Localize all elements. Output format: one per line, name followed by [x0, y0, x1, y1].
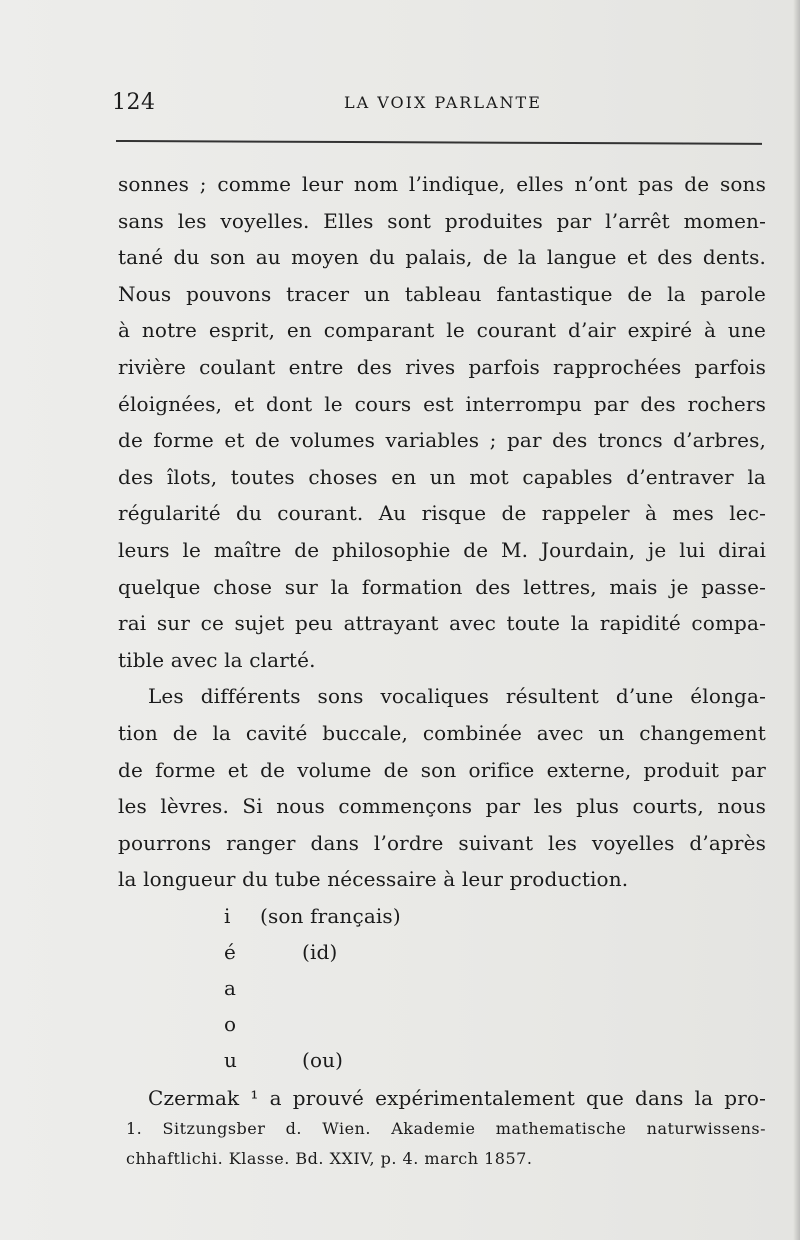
- footnote-line: chhaftlichi. Klasse. Bd. XXIV, p. 4. march 1857.: [126, 1149, 533, 1168]
- footnote-line: 1. Sitzungsber d. Wien. Akademie mathematische naturwissens-: [126, 1119, 766, 1138]
- vowel-row: [224, 934, 584, 970]
- vowel-row: [224, 1042, 584, 1078]
- text-line: des îlots, toutes choses en un mot capables d’entraver la: [118, 464, 766, 489]
- vowel-note: (ou): [302, 1047, 344, 1072]
- text-line: rai sur ce sujet peu attrayant avec toute la rapidité compa-: [118, 611, 766, 636]
- page-edge-shadow: [793, 0, 800, 1240]
- text-line: sans les voyelles. Elles sont produites par l’arrêt momen-: [118, 208, 766, 233]
- paragraph-start: Czermak ¹ a prouvé expérimentalement que dans la pro-: [148, 1085, 766, 1110]
- text-line: quelque chose sur la formation des lettres, mais je passe-: [118, 574, 766, 599]
- text-line: Nous pouvons tracer un tableau fantastique de la parole: [118, 281, 766, 306]
- vowel-note: (son français): [260, 903, 401, 928]
- text-line: de forme et de volume de son orifice externe, produit par: [118, 757, 766, 782]
- text-line: les lèvres. Si nous commençons par les plus courts, nous: [118, 794, 766, 819]
- text-line: tané du son au moyen du palais, de la langue et des dents.: [118, 245, 766, 270]
- text-line: tion de la cavité buccale, combinée avec un changement: [118, 720, 766, 745]
- text-line: pourrons ranger dans l’ordre suivant les voyelles d’après: [118, 830, 766, 855]
- text-line: leurs le maître de philosophie de M. Jourdain, je lui dirai: [118, 537, 766, 562]
- page-number: 124: [112, 90, 156, 115]
- footnote: [126, 1114, 766, 1174]
- text-line: à notre esprit, en comparant le courant d’air expiré à une: [118, 318, 766, 343]
- text-line: régularité du courant. Au risque de rappeler à mes lec-: [118, 501, 766, 526]
- running-title: LA VOIX PARLANTE: [344, 93, 542, 112]
- vowel-letter: a: [224, 975, 237, 1000]
- text-line: de forme et de volumes variables ; par des troncs d’arbres,: [118, 428, 766, 453]
- vowel-letter: é: [224, 939, 236, 964]
- vowel-row: [224, 970, 584, 1006]
- vowel-letter: u: [224, 1047, 238, 1072]
- vowel-letter: o: [224, 1011, 237, 1036]
- main-text: [118, 166, 766, 1116]
- paragraph-start: Les différents sons vocaliques résultent d’une élonga-: [148, 684, 766, 709]
- text-line: éloignées, et dont le cours est interrompu par des rochers: [118, 391, 766, 416]
- vowel-row: [224, 898, 584, 934]
- text-line: sonnes ; comme leur nom l’indique, elles n’ont pas de sons: [118, 172, 766, 196]
- header-rule: [116, 140, 762, 145]
- vowel-letter: i: [224, 903, 231, 928]
- vowel-row: [224, 1006, 584, 1042]
- page-header: [112, 90, 762, 120]
- text-line: la longueur du tube nécessaire à leur production.: [118, 867, 629, 892]
- text-line: tible avec la clarté.: [118, 647, 316, 672]
- vowel-list: [118, 898, 766, 1080]
- text-line: rivière coulant entre des rives parfois rapprochées parfois: [118, 354, 766, 379]
- vowel-note: (id): [302, 939, 338, 964]
